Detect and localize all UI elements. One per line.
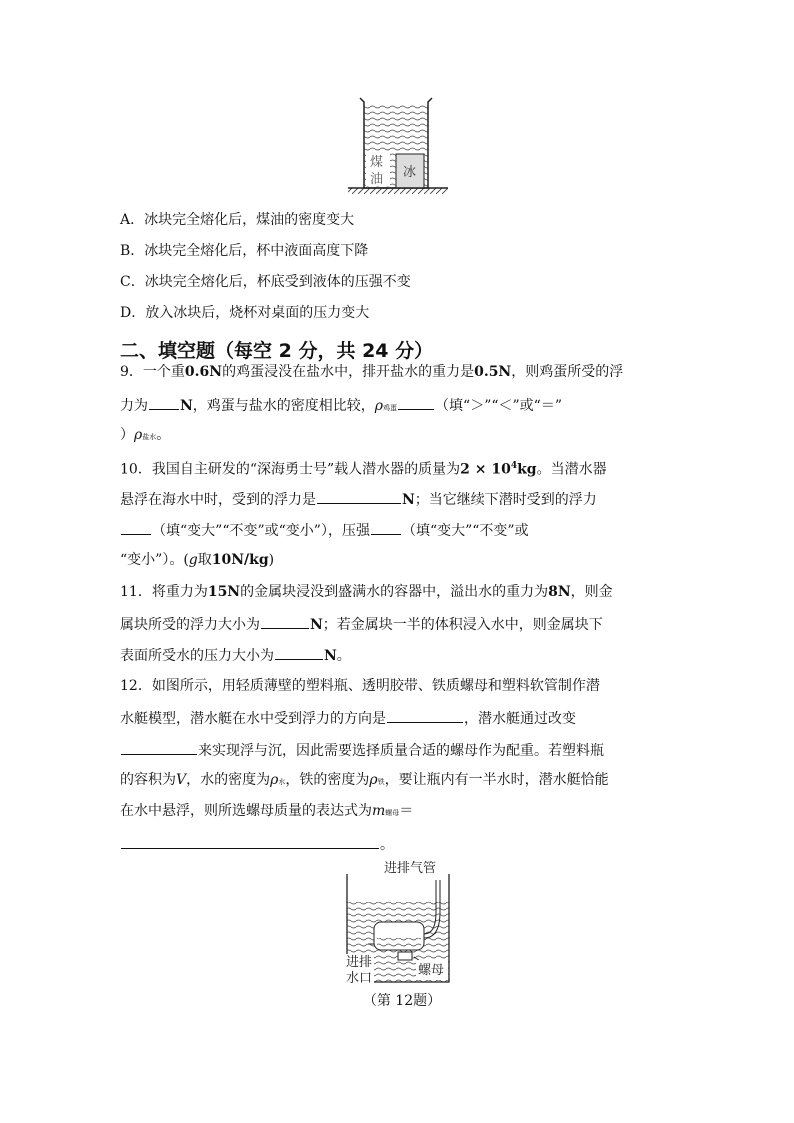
kerosene-label-1: 煤 (370, 155, 384, 170)
water-inlet-label-1: 进排 (346, 955, 373, 970)
answer-blank[interactable] (398, 395, 434, 410)
q9-line-2: 力为 N，鸡蛋与盐水的密度相比较，ρ鸡蛋 （填“＞”“＜”或“＝” (120, 395, 562, 417)
q12-line-6: 。 (120, 834, 394, 854)
answer-blank[interactable] (371, 520, 401, 535)
option-a: A．冰块完全熔化后，煤油的密度变大 (120, 212, 355, 228)
answer-blank[interactable] (121, 834, 379, 849)
nut-label: 螺母 (418, 963, 445, 978)
water-inlet-label-2: 水口 (346, 971, 373, 986)
answer-blank[interactable] (121, 740, 197, 755)
answer-blank[interactable] (121, 520, 151, 535)
q12-line-5: 在水中悬浮，则所选螺母质量的表达式为m螺母＝ (120, 803, 414, 819)
q12-line-1: 12．如图所示，用轻质薄壁的塑料瓶、透明胶带、铁质螺母和塑料软管制作潜 (120, 678, 600, 694)
answer-blank[interactable] (275, 645, 323, 660)
q11-line-2: 属块所受的浮力大小为 N；若金属块一半的体积浸入水中，则金属块下 (120, 614, 603, 634)
q10-line-4: “变小”）。(g取10N/kg) (120, 552, 275, 568)
q10-line-2: 悬浮在海水中时，受到的浮力是 N；当它继续下潜时受到的浮力 (120, 489, 597, 509)
answer-blank[interactable] (317, 489, 401, 504)
figure-caption: （第 12题） (362, 993, 442, 1009)
answer-blank[interactable] (387, 708, 463, 723)
option-b: B．冰块完全熔化后，杯中液面高度下降 (120, 243, 369, 259)
submarine-model-figure (336, 852, 460, 988)
option-c: C．冰块完全熔化后，杯底受到液体的压强不变 (120, 274, 411, 290)
q9-line-3: ）ρ盐水。 (120, 427, 171, 443)
q12-line-2: 水艇模型，潜水艇在水中受到浮力的方向是 ，潜水艇通过改变 (120, 708, 576, 728)
q11-line-3: 表面所受水的压力大小为 N。 (120, 645, 351, 665)
q9-line-1: 9．一个重0.6N的鸡蛋浸没在盐水中，排开盐水的重力是0.5N，则鸡蛋所受的浮 (120, 364, 624, 380)
q12-line-4: 的容积为V，水的密度为ρ水，铁的密度为ρ铁，要让瓶内有一半水时，潜水艇恰能 (120, 772, 609, 788)
kerosene-label-2: 油 (370, 172, 384, 187)
ice-label: 冰 (403, 165, 417, 180)
beaker-figure (340, 92, 450, 200)
q10-line-3: （填“变大”“不变”或“变小”），压强 （填“变大”“不变”或 (120, 520, 529, 540)
q10-line-1: 10．我国自主研发的“深海勇士号”载人潜水器的质量为$2 \times 10^4kg$。当潜水器 (120, 461, 607, 478)
air-tube-label: 进排气管 (384, 861, 437, 876)
q12-line-3: 来实现浮与沉，因此需要选择质量合适的螺母作为配重。若塑料瓶 (120, 740, 604, 760)
option-d: D．放入冰块后，烧杯对桌面的压力变大 (120, 305, 370, 321)
answer-blank[interactable] (149, 395, 179, 410)
q11-line-1: 11．将重力为15N的金属块浸没到盛满水的容器中，溢出水的重力为8N，则金 (120, 584, 613, 600)
section-title: 二、填空题（每空 2 分，共 24 分） (120, 340, 434, 362)
answer-blank[interactable] (261, 614, 309, 629)
